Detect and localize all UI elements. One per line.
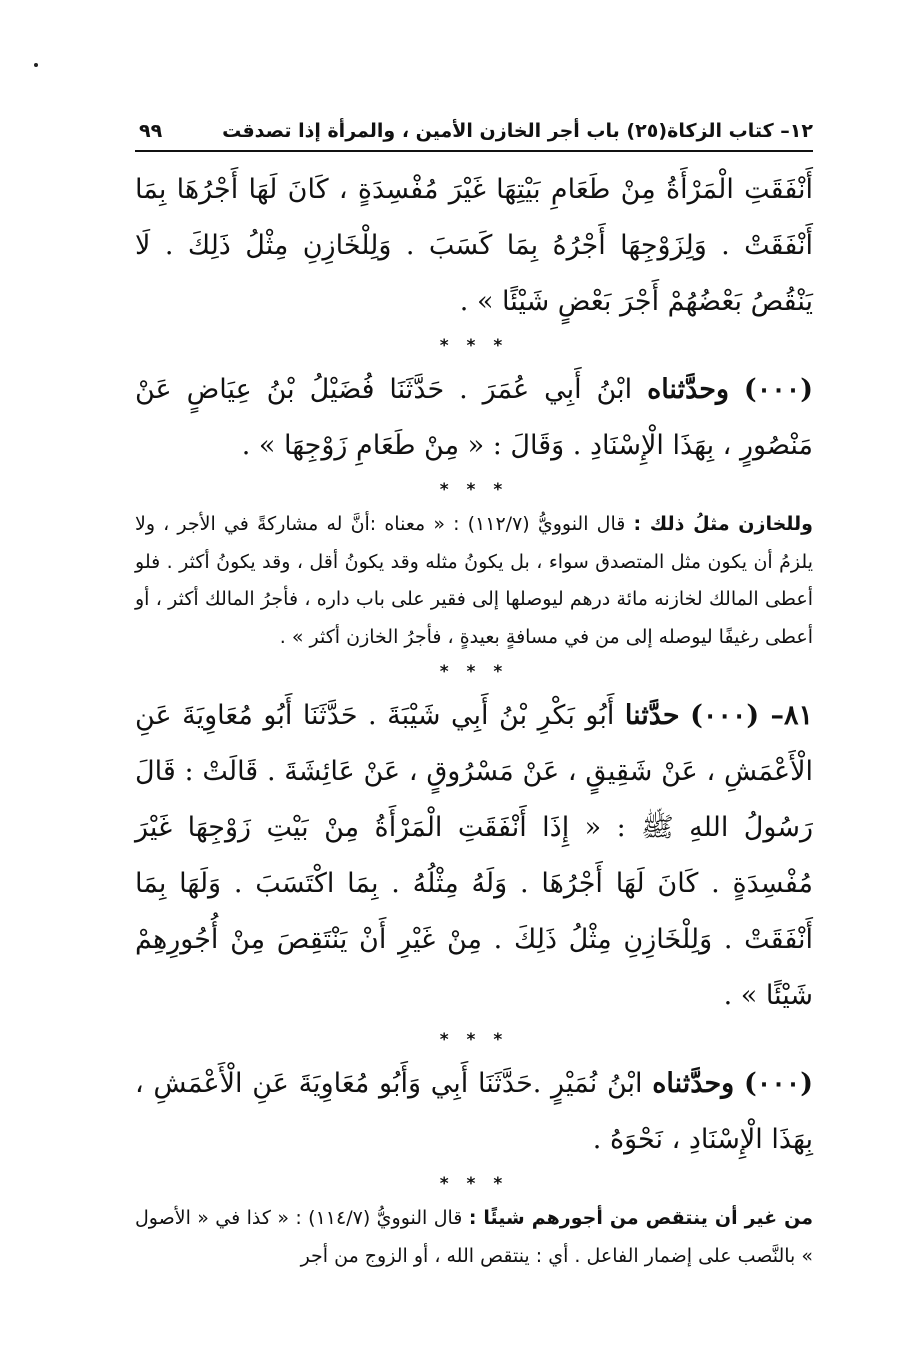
hadith-lead: وحدَّثناه [647,374,729,405]
note-text: قال النوويُّ (١١٢/٧) : « معناه :أنَّ له مشاركةً في الأجر ، ولا يلزمُ أن يكون مثل المتصدق سواء ، بل يكونُ مثله وقد يكونُ أقل ، وقد يكونُ أكثر . فلو أعطى المالك لخازنه مائة درهم ليوصلها إلى فقير على باب داره ، فأجرُ المالك أكثر ، أو أعطى رغيفًا ليوصله إلى من في مسافةٍ بعيدةٍ ، فأجرُ الخازن أكثر » . [135,513,813,648]
hadith-text: أَنْفَقَتِ الْمَرْأَةُ مِنْ طَعَامِ بَيْتِهَا غَيْرَ مُفْسِدَةٍ ، كَانَ لَهَا أَجْرُهَا بِمَا أَنْفَقَتْ . وَلِزَوْجِهَا أَجْرُهُ بِمَا كَسَبَ . وَلِلْخَازِنِ مِثْلُ ذَلِكَ . لَا يَنْقُصُ بَعْضُهُمْ أَجْرَ بَعْضٍ شَيْئًا » . [135,174,813,317]
hadith-block [135,1056,813,1168]
hadith-number: (٠٠٠) [743,1068,814,1099]
separator-stars: * * * [439,480,509,500]
separator-stars: * * * [439,1174,509,1194]
note-lead: وللخازن مثلُ ذلك : [633,513,813,535]
header-rule [135,150,813,152]
commentary-note [135,1200,813,1275]
separator-stars: * * * [439,336,509,356]
hadith-number: (٠٠٠) [743,374,813,405]
separator-stars: * * * [439,1030,509,1050]
commentary-note [135,506,813,656]
note-lead: من غير أن ينتقص من أجورهم شيئًا : [468,1207,813,1229]
hadith-number: ٨١– (٠٠٠) [690,700,813,731]
page-body [135,162,813,1275]
chapter-title: ١٢– كتاب الزكاة [667,120,813,142]
running-header [135,114,813,148]
section-title: (٢٥) باب أجر الخازن الأمين ، والمرأة إذا تصدقت [222,120,667,142]
hadith-block [135,688,813,1024]
page-number: ٩٩ [139,120,163,142]
hadith-block [135,362,813,474]
hadith-continuation [135,162,813,330]
note-text: قال النوويُّ (١١٤/٧) : « كذا في « الأصول » بالنَّصب على إضمار الفاعل . أي : ينتقص الله ، أو الزوج من أجر [135,1207,813,1267]
hadith-text: أَبُو بَكْرِ بْنُ أَبِي شَيْبَةَ . حَدَّثَنَا أَبُو مُعَاوِيَةَ عَنِ الْأَعْمَشِ ، عَنْ شَقِيقٍ ، عَنْ مَسْرُوقٍ ، عَنْ عَائِشَةَ . قَالَتْ : قَالَ رَسُولُ اللهِ ﷺ : « إِذَا أَنْفَقَتِ الْمَرْأَةُ مِنْ بَيْتِ زَوْجِهَا غَيْرَ مُفْسِدَةٍ . كَانَ لَهَا أَجْرُهَا . وَلَهُ مِثْلُهُ . بِمَا اكْتَسَبَ . وَلَهَا بِمَا أَنْفَقَتْ . وَلِلْخَازِنِ مِثْلُ ذَلِكَ . مِنْ غَيْرِ أَنْ يَنْتَقِصَ مِنْ أُجُورِهِمْ شَيْئًا » . [135,700,813,1011]
separator-stars: * * * [439,662,509,682]
page-speck [34,63,38,67]
hadith-lead: وحدَّثناه [652,1068,735,1099]
hadith-text: ابْنُ أَبِي عُمَرَ . حَدَّثَنَا فُضَيْلُ بْنُ عِيَاضٍ عَنْ مَنْصُورٍ ، بِهَذَا الْإِسْنَادِ . وَقَالَ : « مِنْ طَعَامِ زَوْجِهَا » . [135,374,813,461]
hadith-text: ابْنُ نُمَيْرٍ .حَدَّثَنَا أَبِي وَأَبُو مُعَاوِيَةَ عَنِ الْأَعْمَشِ ، بِهَذَا الْإِسْنَادِ ، نَحْوَهُ . [135,1068,813,1155]
hadith-lead: حدَّثنا [624,700,680,731]
